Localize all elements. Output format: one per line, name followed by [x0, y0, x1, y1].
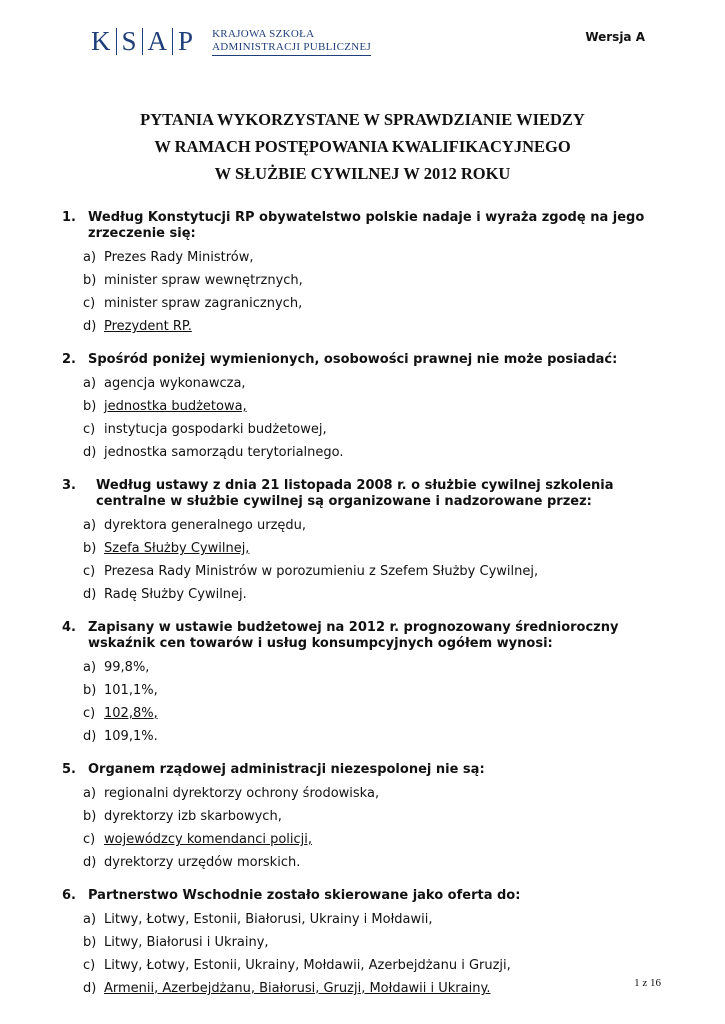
- answer-option: [83, 586, 662, 609]
- logo-letter: P: [178, 26, 194, 56]
- option-letter: c): [83, 706, 96, 721]
- answer-option: [83, 785, 662, 808]
- option-letter: b): [83, 399, 97, 414]
- answer-option: [83, 934, 662, 957]
- option-letter: a): [83, 376, 97, 391]
- answer-option-correct: [83, 398, 662, 421]
- answer-option-correct: [83, 705, 662, 728]
- question-header: [62, 478, 662, 510]
- option-letter: d): [83, 981, 97, 996]
- logo-letter: K: [91, 26, 111, 56]
- question: [62, 352, 662, 467]
- option-letter: c): [83, 832, 96, 847]
- option-text: 101,1%,: [104, 683, 158, 698]
- option-text: Litwy, Białorusi i Ukrainy,: [104, 935, 269, 950]
- question-number: 3.: [62, 478, 76, 493]
- answer-options: [83, 517, 662, 609]
- logo-institution-name: [212, 28, 371, 56]
- answer-option: [83, 682, 662, 705]
- option-letter: d): [83, 445, 97, 460]
- option-letter: d): [83, 855, 97, 870]
- question-text: Według ustawy z dnia 21 listopada 2008 r. o służbie cywilnej szkolenia centralne w służbie cywilnej są organizowane i nadzorowane przez:: [96, 478, 614, 509]
- answer-options: [83, 785, 662, 877]
- answer-option: [83, 444, 662, 467]
- question: [62, 888, 662, 1003]
- answer-option: [83, 249, 662, 272]
- option-text: Prezesa Rady Ministrów w porozumieniu z Szefem Służby Cywilnej,: [104, 564, 539, 579]
- option-text: dyrektorzy izb skarbowych,: [104, 809, 282, 824]
- answer-option-correct: [83, 980, 662, 1003]
- logo-letter: A: [147, 26, 168, 56]
- answer-options: [83, 911, 662, 1003]
- option-text: Radę Służby Cywilnej.: [104, 587, 247, 602]
- option-text: minister spraw zagranicznych,: [104, 296, 303, 311]
- option-text: Litwy, Łotwy, Estonii, Białorusi, Ukrainy i Mołdawii,: [104, 912, 433, 927]
- answer-option: [83, 517, 662, 540]
- option-letter: a): [83, 250, 97, 265]
- option-letter: a): [83, 912, 97, 927]
- option-letter: d): [83, 729, 97, 744]
- option-letter: a): [83, 660, 97, 675]
- question-text: Spośród poniżej wymienionych, osobowości prawnej nie może posiadać:: [88, 352, 618, 367]
- option-letter: c): [83, 564, 96, 579]
- option-letter: a): [83, 786, 97, 801]
- logo-letter: S: [121, 26, 137, 56]
- answer-option: [83, 295, 662, 318]
- option-text-correct: jednostka budżetowa,: [104, 399, 247, 414]
- option-letter: d): [83, 587, 97, 602]
- version-label: Wersja A: [585, 30, 645, 44]
- answer-option: [83, 272, 662, 295]
- logo-line-2: ADMINISTRACJI PUBLICZNEJ: [212, 41, 371, 56]
- ksap-logo: [86, 26, 371, 57]
- answer-options: [83, 249, 662, 341]
- question: [62, 762, 662, 877]
- question-number: 4.: [62, 620, 76, 635]
- answer-option-correct: [83, 318, 662, 341]
- option-text-correct: 102,8%,: [104, 706, 158, 721]
- answer-option: [83, 421, 662, 444]
- question-number: 1.: [62, 210, 76, 225]
- option-letter: c): [83, 422, 96, 437]
- option-text-correct: Armenii, Azerbejdżanu, Białorusi, Gruzji, Mołdawii i Ukrainy.: [104, 981, 491, 996]
- title-line-2: W RAMACH POSTĘPOWANIA KWALIFIKACYJNEGO: [154, 137, 571, 156]
- option-letter: b): [83, 273, 97, 288]
- option-letter: c): [83, 958, 96, 973]
- question: [62, 210, 662, 341]
- question-text: Partnerstwo Wschodnie zostało skierowane jako oferta do:: [88, 888, 521, 903]
- option-text: agencja wykonawcza,: [104, 376, 246, 391]
- answer-option: [83, 854, 662, 877]
- question-header: [62, 762, 662, 778]
- option-text: minister spraw wewnętrznych,: [104, 273, 303, 288]
- answer-option: [83, 911, 662, 934]
- document-title: [0, 106, 725, 187]
- answer-options: [83, 375, 662, 467]
- answer-options: [83, 659, 662, 751]
- option-letter: a): [83, 518, 97, 533]
- answer-option: [83, 375, 662, 398]
- answer-option: [83, 563, 662, 586]
- option-letter: b): [83, 935, 97, 950]
- logo-mark: [86, 26, 198, 57]
- option-text-correct: Szefa Służby Cywilnej,: [104, 541, 250, 556]
- answer-option: [83, 808, 662, 831]
- option-text: Litwy, Łotwy, Estonii, Ukrainy, Mołdawii, Azerbejdżanu i Gruzji,: [104, 958, 511, 973]
- option-letter: b): [83, 809, 97, 824]
- question: [62, 620, 662, 751]
- question-number: 2.: [62, 352, 76, 367]
- page-number: 1 z 16: [634, 977, 661, 989]
- answer-option: [83, 728, 662, 751]
- option-text: dyrektorzy urzędów morskich.: [104, 855, 301, 870]
- question-text: Według Konstytucji RP obywatelstwo polskie nadaje i wyraża zgodę na jego zrzeczenie się:: [88, 210, 645, 241]
- option-text: Prezes Rady Ministrów,: [104, 250, 254, 265]
- title-line-1: PYTANIA WYKORZYSTANE W SPRAWDZIANIE WIEDZY: [140, 110, 585, 129]
- answer-option-correct: [83, 540, 662, 563]
- option-text: 99,8%,: [104, 660, 150, 675]
- answer-option: [83, 659, 662, 682]
- question-header: [62, 210, 662, 242]
- question-number: 6.: [62, 888, 76, 903]
- option-letter: b): [83, 683, 97, 698]
- question-header: [62, 620, 662, 652]
- question-header: [62, 888, 662, 904]
- option-text: 109,1%.: [104, 729, 158, 744]
- option-text: regionalni dyrektorzy ochrony środowiska,: [104, 786, 380, 801]
- title-line-3: W SŁUŻBIE CYWILNEJ W 2012 ROKU: [214, 164, 511, 183]
- question-header: [62, 352, 662, 368]
- option-text: jednostka samorządu terytorialnego.: [104, 445, 344, 460]
- option-letter: b): [83, 541, 97, 556]
- option-text: dyrektora generalnego urzędu,: [104, 518, 307, 533]
- logo-line-1: KRAJOWA SZKOŁA: [212, 27, 315, 40]
- question-text: Zapisany w ustawie budżetowej na 2012 r. prognozowany średnioroczny wskaźnik cen towarów i usług konsumpcyjnych ogółem wynosi:: [88, 620, 619, 651]
- option-letter: c): [83, 296, 96, 311]
- option-text-correct: Prezydent RP.: [104, 319, 192, 334]
- question-text: Organem rządowej administracji niezespolonej nie są:: [88, 762, 485, 777]
- option-text: instytucja gospodarki budżetowej,: [104, 422, 327, 437]
- option-text-correct: wojewódzcy komendanci policji,: [104, 832, 313, 847]
- question-number: 5.: [62, 762, 76, 777]
- question-list: [62, 210, 662, 1014]
- answer-option: [83, 957, 662, 980]
- option-letter: d): [83, 319, 97, 334]
- question: [62, 478, 662, 609]
- answer-option-correct: [83, 831, 662, 854]
